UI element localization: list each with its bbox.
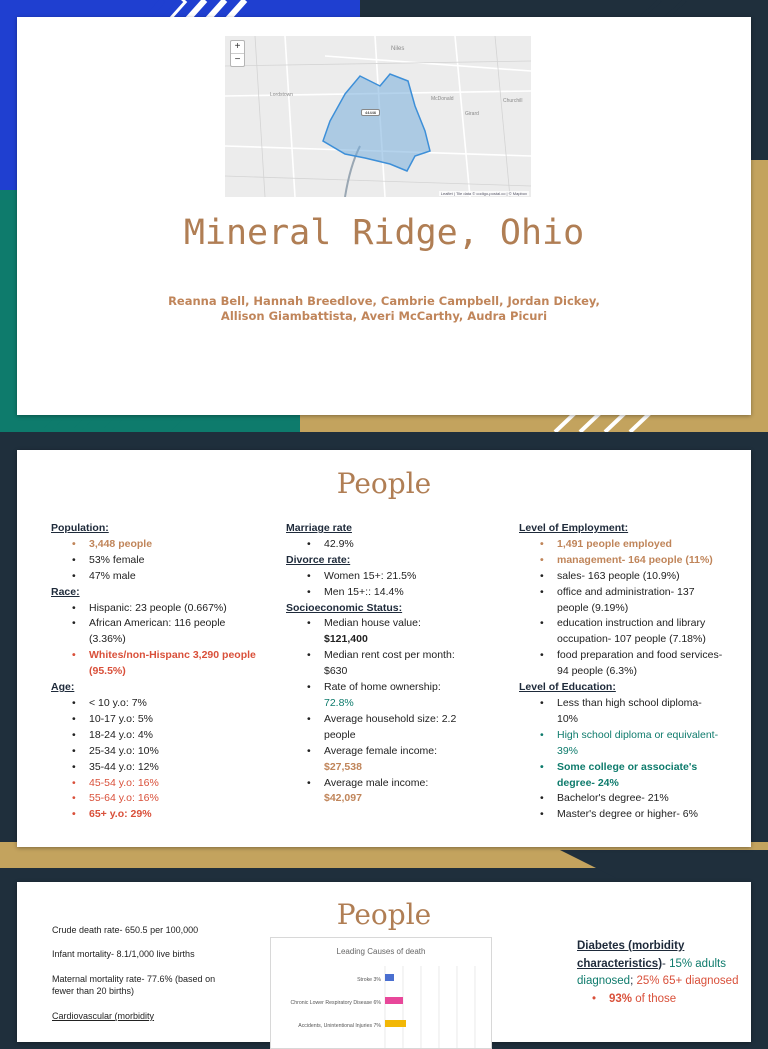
chart-svg	[271, 938, 491, 1048]
diabetes-adults: 15% adults diagnosed	[577, 957, 726, 987]
population-heading: Population:	[51, 522, 109, 534]
male-income-value: $42,097	[324, 792, 362, 805]
race-list	[51, 601, 256, 681]
education-heading: Level of Education:	[519, 681, 616, 694]
divorce-heading: Divorce rate:	[286, 553, 351, 566]
map-label: Lordstown	[270, 92, 294, 98]
chart-category-label: Stroke 3%	[357, 977, 381, 983]
slide-title: Mineral Ridge, Ohio	[183, 213, 585, 253]
socioeconomic-column	[286, 521, 486, 807]
ownership-label: Rate of home ownership:	[324, 681, 441, 694]
authors: Reanna Bell, Hannah Breedlove, Cambrie Campbell, Jordan Dickey, Allison Giambattista, Averi McCarthy, Audra Picuri	[168, 294, 600, 323]
age-heading: Age:	[51, 681, 75, 694]
age-list	[51, 696, 256, 823]
list-item: • Master's degree or higher- 6%	[557, 807, 724, 823]
list-item: • 65+ y.o: 29%	[89, 807, 256, 823]
employment-heading: Level of Employment:	[519, 522, 629, 534]
list-item	[324, 680, 486, 712]
diabetes-65: 25% 65+ diagnosed	[636, 975, 739, 987]
diabetes-bullet-text: of those	[632, 992, 677, 1005]
list-item: • 45-54 y.o: 16%	[89, 776, 256, 792]
list-item: • Men 15+:: 14.4%	[324, 585, 486, 601]
list-item: • 3,448 people	[89, 537, 256, 553]
chart-category-label: Chronic Lower Respiratory Disease 6%	[290, 1000, 381, 1006]
causes-of-death-chart	[270, 937, 492, 1049]
people-slide	[17, 450, 751, 847]
slide-title: People	[336, 467, 432, 500]
marriage-heading: Marriage rate	[286, 522, 352, 534]
map-label: McDonald	[431, 96, 454, 102]
diabetes-separator: ;	[630, 975, 637, 987]
demographics-column	[51, 521, 256, 823]
ownership-value: 72.8%	[324, 696, 354, 709]
people-slide-2	[17, 882, 751, 1042]
socioeconomic-list	[286, 616, 486, 807]
list-item: • sales- 163 people (10.9%)	[557, 569, 724, 585]
zoom-out-button[interactable]: −	[231, 53, 244, 66]
list-item: • African American: 116 people (3.36%)	[89, 616, 256, 648]
list-item: • management- 164 people (11%)	[557, 553, 724, 569]
diabetes-section	[577, 938, 747, 1008]
rent-label: Median rent cost per month:	[324, 649, 455, 662]
list-item	[324, 648, 486, 680]
slide-title: People	[336, 898, 432, 931]
list-item	[324, 744, 486, 776]
list-item: • < 10 y.o: 7%	[89, 696, 256, 712]
cardiovascular-heading: Cardiovascular (morbidity	[52, 1011, 155, 1021]
zoom-in-button[interactable]: +	[234, 41, 241, 52]
map-label: Niles	[391, 46, 405, 52]
list-item: • Less than high school diploma- 10%	[557, 696, 724, 728]
title-slide	[17, 17, 751, 415]
list-item	[324, 616, 486, 648]
diabetes-bullet: • 93% of those	[592, 992, 677, 1005]
crude-death-rate: Crude death rate- 650.5 per 100,000	[52, 925, 199, 935]
list-item: • 1,491 people employed	[557, 537, 724, 553]
list-item: • food preparation and food services- 94 people (6.3%)	[557, 648, 724, 680]
infant-mortality: Infant mortality- 8.1/1,000 live births	[52, 949, 195, 959]
map-label: Girard	[465, 111, 479, 117]
female-income-value: $27,538	[324, 760, 362, 773]
chart-bar	[385, 997, 403, 1004]
diabetes-bullet-pct: 93%	[609, 992, 633, 1005]
list-item: • 35-44 y.o: 12%	[89, 760, 256, 776]
chart-bar	[385, 974, 394, 981]
population-list	[51, 537, 256, 585]
house-value: $121,400	[324, 633, 368, 646]
slide2-decor	[0, 850, 768, 880]
house-label: Median house value:	[324, 617, 421, 630]
rent-value: $630	[324, 665, 348, 678]
marriage-list	[286, 537, 486, 553]
female-income-label: Average female income:	[324, 744, 438, 757]
map-pin-tooltip[interactable]: 44446	[361, 109, 380, 116]
list-item: • Average household size: 2.2 people	[324, 712, 486, 744]
chart-category-label: Accidents, Unintentional Injuries 7%	[298, 1023, 381, 1029]
list-item: • office and administration- 137 people (9.19%)	[557, 585, 724, 617]
diabetes-heading: Diabetes (morbidity characteristics)	[577, 940, 685, 970]
list-item: • 55-64 y.o: 16%	[89, 791, 256, 807]
male-income-label: Average male income:	[324, 776, 429, 789]
list-item: • Bachelor's degree- 21%	[557, 791, 724, 807]
diabetes-dash: -	[662, 957, 670, 970]
divorce-list	[286, 569, 486, 601]
list-item: • 25-34 y.o: 10%	[89, 744, 256, 760]
map[interactable]	[225, 36, 531, 197]
list-item: • education instruction and library occupation- 107 people (7.18%)	[557, 616, 724, 648]
list-item: • 10-17 y.o: 5%	[89, 712, 256, 728]
list-item: • Women 15+: 21.5%	[324, 569, 486, 585]
list-item: • 18-24 y.o: 4%	[89, 728, 256, 744]
list-item: • Some college or associate's degree- 24%	[557, 760, 724, 792]
employment-column	[519, 521, 724, 823]
map-zoom-control	[230, 40, 245, 67]
list-item: • 47% male	[89, 569, 256, 585]
socioeconomic-heading: Socioeconomic Status:	[286, 601, 403, 614]
employment-list	[519, 537, 724, 680]
list-item: • Whites/non-Hispanc 3,290 people (95.5%)	[89, 648, 256, 680]
chart-title: Leading Causes of death	[336, 947, 426, 956]
list-item: • 53% female	[89, 553, 256, 569]
maternal-mortality: Maternal mortality rate- 77.6% (based on fewer than 20 births)	[52, 974, 216, 996]
list-item: • 42.9%	[324, 537, 486, 553]
list-item: • High school diploma or equivalent- 39%	[557, 728, 724, 760]
map-roads	[225, 36, 531, 197]
list-item	[324, 776, 486, 808]
map-attribution: Leaflet | Tile data © codigo-postal.co | © Mapbox	[440, 191, 527, 196]
list-item: • Hispanic: 23 people (0.667%)	[89, 601, 256, 617]
zip-boundary	[323, 74, 430, 171]
race-heading: Race:	[51, 585, 80, 598]
map-label: Churchill	[503, 98, 523, 104]
education-list	[519, 696, 724, 823]
